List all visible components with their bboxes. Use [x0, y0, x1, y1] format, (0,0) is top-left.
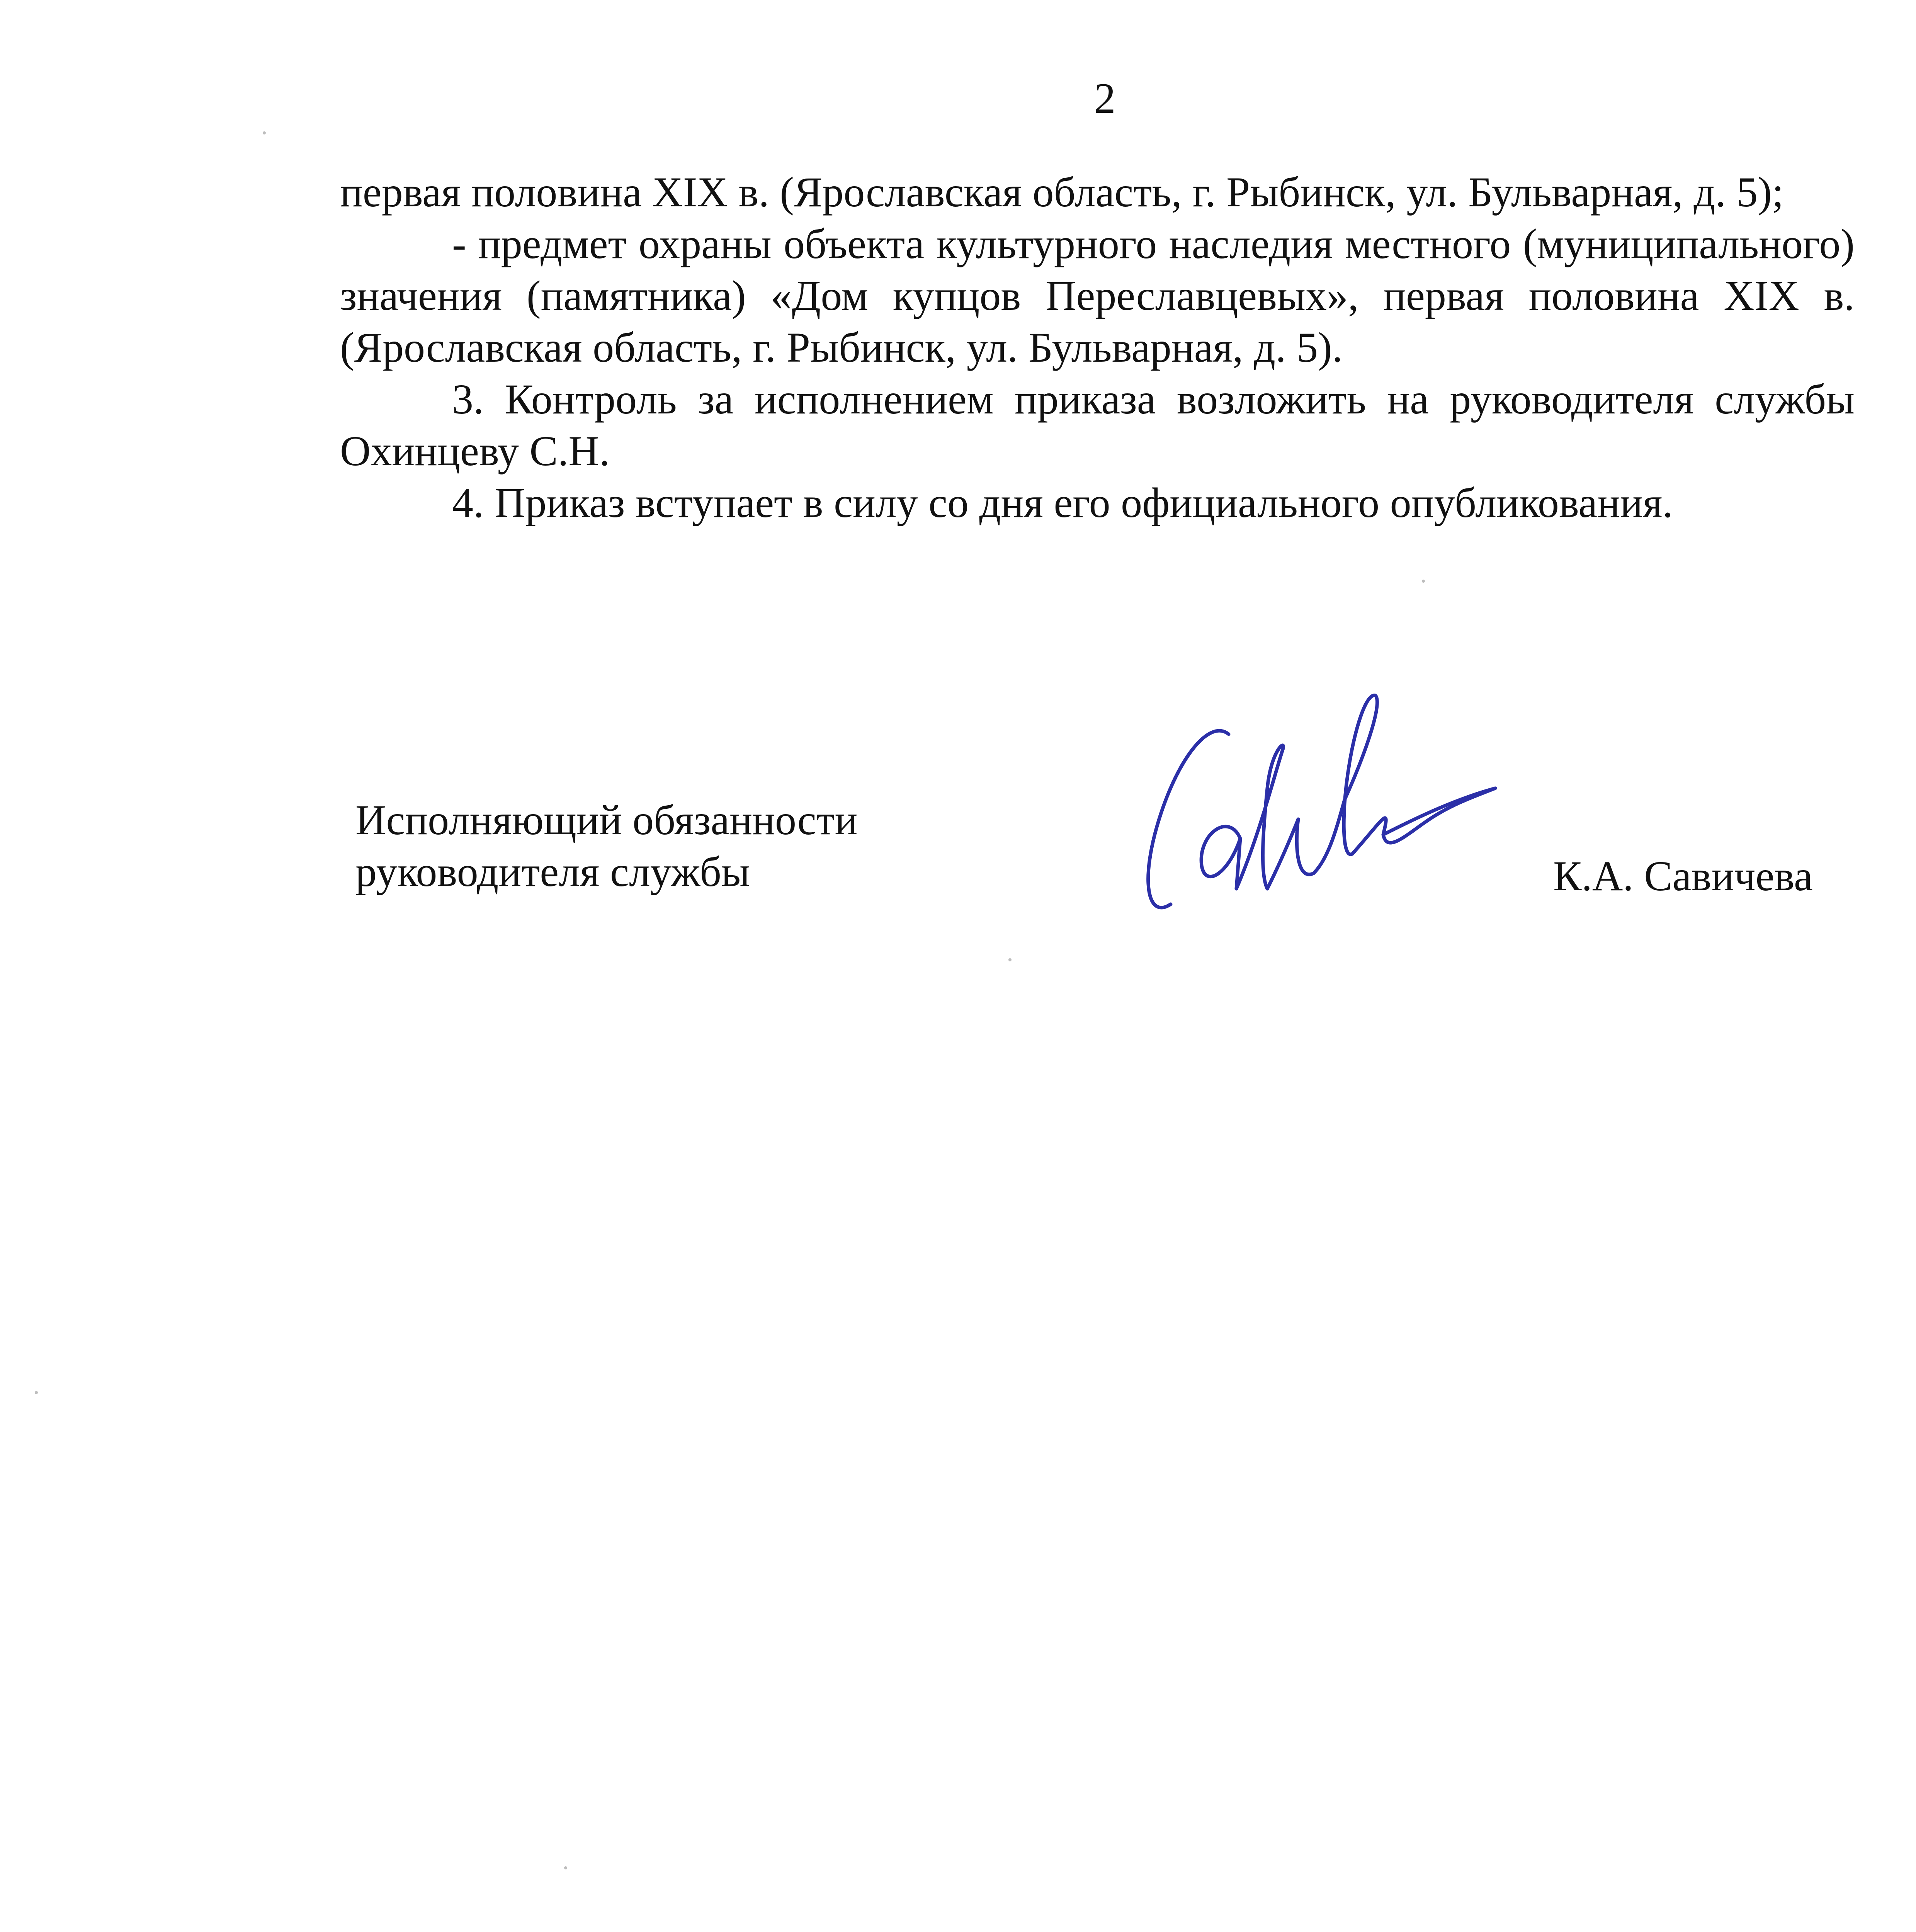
scan-speck: [1422, 580, 1425, 583]
paragraph-protection-subject: - предмет охраны объекта культурного наследия местного (муниципального) значения (памятника) «Дом купцов Переславцевых», первая половина XIX в. (Ярославская область, г. Рыбинск, ул. Бульварная, д. 5).: [340, 220, 1855, 371]
paragraph-continuation: первая половина XIX в. (Ярославская область, г. Рыбинск, ул. Бульварная, д. 5);: [340, 168, 1784, 216]
scan-speck: [35, 1391, 38, 1394]
page-number: 2: [1094, 75, 1116, 122]
scan-speck: [263, 131, 266, 134]
paragraph-control-clause: 3. Контроль за исполнением приказа возложить на руководителя службы Охинцеву С.Н.: [340, 376, 1855, 474]
handwritten-signature: [1113, 672, 1499, 951]
scan-speck: [1008, 958, 1012, 961]
paragraph-effective-clause: 4. Приказ вступает в силу со дня его официального опубликования.: [452, 479, 1673, 526]
document-body: [340, 166, 1855, 529]
signatory-title-line-1: Исполняющий обязанности: [355, 796, 858, 844]
signatory-name: К.А. Савичева: [1553, 852, 1813, 900]
scan-speck: [564, 1866, 567, 1869]
signatory-title: [355, 794, 857, 898]
signatory-title-line-2: руководителя службы: [355, 848, 750, 895]
